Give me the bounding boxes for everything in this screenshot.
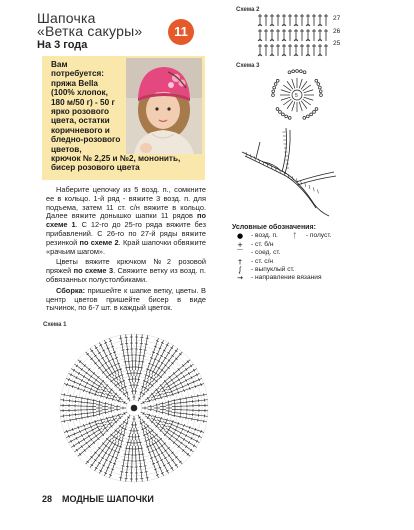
scheme-3-diagram — [266, 64, 328, 126]
text-run: . Свяжите ветку из возд. п. обвязанных полустолбиками. — [46, 266, 206, 284]
age-label: На 3 года — [37, 39, 88, 51]
chain-stitch-icon: ● — [236, 232, 244, 241]
materials-line: бисер розового цвета — [51, 163, 140, 173]
legend-text: - направление вязания — [251, 274, 322, 282]
scheme-1-diagram — [56, 330, 212, 486]
product-photo — [126, 58, 202, 154]
materials-line: ярко розового — [51, 107, 110, 117]
single-crochet-icon: + — [237, 240, 243, 249]
materials-line: цвета, остатки — [51, 116, 110, 126]
row-number: 27 — [333, 15, 341, 22]
legend-text: - полуст. — [305, 232, 332, 240]
title-line-1: Шапочка — [37, 10, 96, 26]
materials-panel — [42, 56, 205, 180]
text-run: по схеме 2 — [79, 237, 119, 247]
legend-text: - ст. б/н — [251, 240, 274, 248]
post-stitch-icon: ᶘ — [239, 266, 241, 275]
branch-diagram — [234, 126, 344, 218]
double-crochet-icon: † — [238, 257, 242, 266]
text-run: . Край шапочки обвяжите «рачьим шагом». — [46, 237, 207, 256]
row-number: 25 — [333, 40, 341, 47]
scheme-3-center-number: 5 — [295, 93, 298, 99]
scheme-3-label: Схема 3 — [236, 63, 260, 69]
scheme-2-label: Схема 2 — [236, 7, 260, 13]
materials-line: потребуется: — [51, 69, 104, 79]
row-number: 26 — [333, 27, 341, 35]
text-run: . С 12-го до 25-го ряда вяжите без прибавлений. С 26-го по 27-й ряды вяжите резинкой — [46, 220, 206, 247]
title-line-2: «Ветка сакуры» — [37, 23, 143, 39]
legend-item-post — [232, 266, 392, 274]
materials-line: бледно-розового — [51, 135, 121, 145]
legend-text: - возд. п. — [251, 232, 278, 240]
instructions-text — [46, 186, 206, 313]
materials-text-top — [51, 60, 131, 154]
materials-line: крючок № 2,25 и №2, мононить, — [51, 154, 181, 163]
legend-item-slip — [232, 249, 392, 257]
scheme-1-label: Схема 1 — [43, 322, 67, 328]
text-run: Цветы вяжите крючком №2 розовой пряжей — [46, 257, 206, 276]
text-run: Наберите цепочку из 5 возд. п., сомкните ее в кольцо. 1-й ряд - вяжите 3 возд. п. для подъема, затем 11 ст. с/н вяжите в кольцо. Далее вяжите донышко шапки 11 рядов — [46, 185, 206, 221]
scheme-2-row-numbers — [333, 13, 340, 51]
legend-item-chain — [232, 232, 392, 240]
text-run: по схеме 3 — [73, 266, 114, 276]
materials-text-bottom — [51, 154, 201, 173]
legend-item-direction — [232, 274, 392, 282]
legend-text: - ст. с/н — [251, 257, 274, 265]
legend-item-dc — [232, 258, 392, 266]
text-run: Сборка: — [56, 285, 86, 295]
materials-line: Вам — [51, 60, 68, 69]
text-run: по схеме 1 — [46, 211, 206, 230]
page-number: 28 — [42, 494, 53, 504]
materials-line: (100% хлопок, — [51, 88, 108, 98]
legend-text: - соед. ст. — [251, 249, 281, 257]
legend-text: - выпуклый ст. — [251, 266, 295, 274]
section-title: МОДНЫЕ ШАПОЧКИ — [62, 494, 154, 504]
page-footer — [42, 494, 164, 504]
arrow-right-icon: → — [237, 274, 243, 283]
text-run: пришейте к шапке ветку, цветы. В центр цветов пришейте бисер в виде тычинок, по 6-7 шт. в каждый цветок. — [46, 285, 206, 313]
instructions-paragraph-3 — [46, 287, 206, 313]
legend-heading: Условные обозначения: — [232, 224, 316, 231]
instructions-paragraph-2 — [46, 258, 206, 284]
slip-stitch-icon: ⌒ — [236, 249, 244, 258]
materials-line: цветов, — [51, 144, 82, 154]
half-double-stitch-icon: ᛏ — [292, 232, 297, 241]
materials-line: коричневого и — [51, 125, 110, 135]
legend-item-sc — [232, 241, 392, 249]
page-number-badge: 11 — [168, 19, 194, 45]
materials-line: пряжа Bella — [51, 78, 98, 88]
instructions-paragraph-1 — [46, 186, 206, 256]
materials-line: 180 м/50 г) - 50 г — [51, 97, 115, 107]
legend — [232, 224, 392, 283]
scheme-2-diagram — [256, 10, 336, 58]
